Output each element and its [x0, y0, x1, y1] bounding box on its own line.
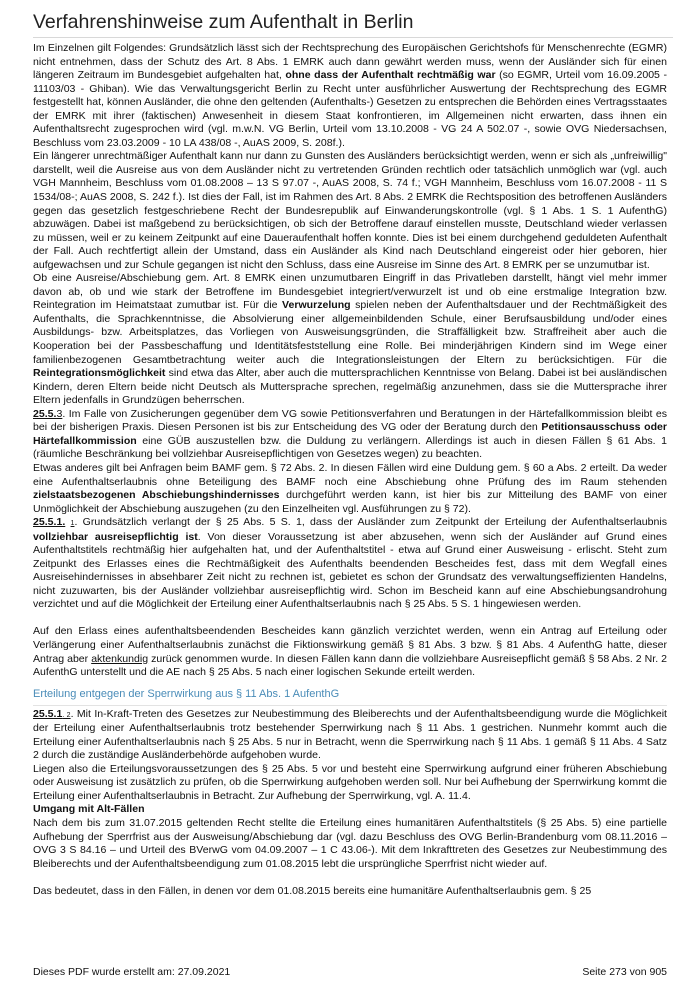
section-number: 25.5.1. — [33, 516, 66, 529]
paragraph-alt-faelle: Nach dem bis zum 31.07.2015 geltenden Recht stellte die Erteilung eines humanitären Aufenthaltstitels (§ 25 Abs. 5) eine partielle Aufhebung der Sperrfrist aus der Ausweisung/Abschiebung dar (vgl. dazu Beschluss des OVG Berlin-Brandenburg vom 08.11.2016 – OVG 3 S 84.16 – und Urteil des BVerwG vom 04.09.2007 – 1 C 43.06-). Mit dem Inkrafttreten des Gesetzes zur Neubestimmung des Bleiberechts und der Aufenthaltsbeendigung zum 01.08.2015 lebt die ursprüngliche Sperrfrist nicht wieder auf. — [33, 817, 667, 870]
footer-created-date: Dieses PDF wurde erstellt am: 27.09.2021 — [33, 966, 231, 978]
subheading-sperrwirkung: Erteilung entgegen der Sperrwirkung aus § 11 Abs. 1 AufenthG — [33, 682, 667, 706]
section-number-suffix: 3 — [56, 407, 63, 420]
paragraph-25-5-1-2: 25.5.1. 2. Mit In-Kraft-Treten des Gesetzes zur Neubestimmung des Bleiberechts und der Aufenthaltsbeendigung wurde die Möglichkeit der Erteilung einer Aufenthaltserlaubnis trotz bestehender Sperrwirkung nach § 11 Abs. 1 gestrichen. Nunmehr kommt auch die Erteilung einer Aufenthaltserlaubnis nach § 25 Abs. 5 nur in Betracht, wenn die Sperrwirkung nach § 11 Abs. 1 gemäß § 11 Abs. 4 Satz 2 durch die zuständige Ausländerbehörde aufgehoben wurde. — [33, 707, 667, 762]
paragraph-bamf: Etwas anderes gilt bei Anfragen beim BAMF gem. § 72 Abs. 2. In diesen Fällen wird eine Duldung gem. § 60 a Abs. 2 erteilt. Da weder eine Aufenthaltserlaubnis ohne Beteiligung des BAMF noch eine Abschiebung ohne Prüfung des im Raum stehenden zielstaatsbezogenen Abschiebungshindernisses durchgeführt werden kann, ist hier bis zur Mitteilung des BAMF von einer Unmöglichkeit der Abschiebung auszugehen (zu den Einzelheiten vgl. Ausführungen zu § 72). — [33, 461, 667, 515]
paragraph-3: Ob eine Ausreise/Abschiebung gem. Art. 8 EMRK einen unzumutbaren Eingriff in das Privatleben darstellt, hängt viel mehr immer davon ab, ob und wie stark der Betroffene im Bundesgebiet integriert/verwurzelt ist und ob eine erstmalige Integration bzw. Reintegration im Heimatstaat zumutbar ist. Für die Verwurzelung spielen neben der Aufenthaltsdauer und der Rechtmäßigkeit des Aufenthalts, die Sprachkenntnisse, die Absolvierung einer allgemeinbildenden Schule, einer Berufsausbildung und/oder eines Ausbildungs- bzw. Arbeitsplatzes, das Vorliegen von Ausweisungsgründen, die Straffälligkeit bzw. Straffreiheit aber auch die Kooperation bei der Passbeschaffung und Identitätsfeststellung eine Rolle. Bei minderjährigen Kindern sind im Wege einer familienbezogenen Gesamtbetrachtung weiter auch die Integrationsleistungen der Eltern zu berücksichtigen. Für die Reintegrationsmöglichkeit sind etwa das Alter, aber auch die muttersprachlichen Kenntnisse von Belang. Dabei ist bei ausländischen Kindern, deren Eltern beide nicht Deutsch als Muttersprache sprechen, regelmäßig anzunehmen, dass sie die Muttersprache ihrer Eltern jedenfalls in Grundzügen beherrschen. — [33, 272, 667, 407]
page-footer — [33, 966, 667, 979]
paragraph-25-5-3: 25.5.3. Im Falle von Zusicherungen gegenüber dem VG sowie Petitionsverfahren und Beratungen in der Härtefallkommission bleibt es bei der bisherigen Praxis. Diesen Personen ist bis zur Entscheidung des VG oder der Beratung durch den Petitionsausschuss oder Härtefallkommission eine GÜB auszustellen bzw. die Duldung zu verlängern. Allerdings ist auch in diesen Fällen § 61 Abs. 1 (räumliche Beschränkung bei vollziehbar Ausreisepflichtigen von Gesetzes wegen) zu beachten. — [33, 407, 667, 461]
section-number: 25.5.1 — [33, 707, 63, 720]
section-number-suffix: 1 — [70, 520, 75, 528]
document-body — [33, 42, 667, 898]
paragraph-25-5-1-1: 25.5.1. 1. Grundsätzlich verlangt der § 25 Abs. 5 S. 1, dass der Ausländer zum Zeitpunkt der Erteilung der Aufenthaltserlaubnis vollziehbar ausreisepflichtig ist. Von dieser Voraussetzung ist aber abzusehen, wenn sich der Ausländer auf Grund eines Aufenthaltstitels rechtmäßig hier aufgehalten hat, und der Aufenthaltstitel - etwa auf Grund einer Ausweisung - erlischt. Steht zum Zeitpunkt des Erlasses eines die Rechtmäßigkeit des Aufenthalts beendenden Bescheides fest, dass mit dem Wegfall eines Ausreisehindernisses in absehbarer Zeit nicht zu rechnen ist, gebietet es schon der Grundsatz des verwaltungseffizienten Handelns, nicht zuzuwarten, bis der Ausländer vollziehbar ausreisepflichtig wird. Schon im Bescheid kann auf eine Abschiebungsandrohung verzichtet und auf die Möglichkeit der Erteilung einer Aufenthaltserlaubnis nach § 25 Abs. 5 S. 1 hingewiesen werden. — [33, 516, 668, 611]
paragraph-1: Im Einzelnen gilt Folgendes: Grundsätzlich lässt sich der Rechtsprechung des Europäischen Gerichtshofs für Menschenrechte (EGMR) nicht entnehmen, dass der Schutz des Art. 8 Abs. 1 EMRK auch dann gewährt werden muss, wenn der Ausländer sich für einen längeren Zeitraum im Bundesgebiet aufgehalten hat, ohne dass der Aufenthalt rechtmäßig war (so EGMR, Urteil vom 16.09.2005 - 11103/03 - Ghiban). Wie das Verwaltungsgericht Berlin zu Recht unter ausführlicher Auswertung der Rechtsprechung des EGMR festgestellt hat, können Ausländer, die ohne den geltenden (Aufenthalts-) Gesetzen zu entsprechen die Behörden eines Vertragsstaates der EMRK mit ihrer (faktischen) Anwesenheit in diesem Staat konfrontieren, im Allgemeinen nicht erwarten, dass ihnen ein Aufenthaltsrecht zugesprochen wird (vgl. m.w.N. VG Berlin, Urteil vom 13.10.2008 - VG 24 A 502.07 -, sowie OVG Niedersachsen, Beschluss vom 23.03.2009 - 10 LA 438/08 -, AuAS 2009, S. 208f.). — [33, 42, 667, 149]
paragraph-aufhebung: Liegen also die Erteilungsvoraussetzungen des § 25 Abs. 5 vor und besteht eine Sperrwirkung aufgrund einer früheren Abschiebung oder Ausweisung ist zusätzlich zu prüfen, ob die Sperrwirkung aufgehoben werden soll. Nur bei Aufhebung der Sperrwirkung kommt die Erteilung einer Aufenthaltserlaubnis in Betracht. Zur Aufhebung der Sperrwirkung, vgl. A. 11.4. — [33, 762, 667, 802]
paragraph-2: Ein längerer unrechtmäßiger Aufenthalt kann nur dann zu Gunsten des Ausländers berücksichtigt werden, wenn er sich als „unfreiwillig" darstellt, weil die Ausreise aus von dem Ausländer nicht zu vertretenden Gründen rechtlich oder tatsächlich unmöglich war (vgl. auch VGH Mannheim, Beschluss vom 01.08.2008 – 13 S 97.07 -, AuAS 2008, S. 74 f.; VGH Mannheim, Beschluss vom 16.07.2008 - 11 S 1534/08-; AuAS 2008, S. 242 f.). Ist dies der Fall, ist im Rahmen des Art. 8 Abs. 2 EMRK die Rechtsposition des betroffenen Ausländers gegen das gesetzlich festgeschriebene Recht der Bundesrepublik auf Einwanderungskontrolle (vgl. § 1 Abs. 1 S. 1 AufenthG) abzuwägen. Dabei ist maßgebend zu berücksichtigen, ob sich der Betroffene darauf einstellen musste, Deutschland wieder verlassen zu müssen, weil er zu keinem Zeitpunkt auf eine Daueraufenthalt hoffen konnte. Dies ist bei einem durchgehend geduldeten Aufenthalt der Fall. Auch rechtfertigt allein der Umstand, dass ein Ausländer als Kind nach Deutschland eingereist oder hier geboren, hier aufgewachsen und zur Schule gegangen ist nicht den Schluss, dass eine Ausreise im Sinne des Art. 8 EMRK per se unzumutbar ist. — [33, 150, 667, 271]
paragraph-fiktion: Auf den Erlass eines aufenthaltsbeendenden Bescheides kann gänzlich verzichtet werden, wenn ein Antrag auf Erteilung oder Verlängerung einer Aufenthaltserlaubnis zunächst die Fiktionswirkung gemäß § 81 Abs. 3 bzw. § 81 Abs. 4 AufenthG hatte, dieser Antrag aber aktenkundig zurück genommen wurde. In diesen Fällen kann dann die vollziehbare Ausreisepflicht gemäß § 58 Abs. 2 Nr. 2 AufenthG unterstellt und die AE nach § 25 Abs. 5 nach einer logischen Sekunde erteilt werden. — [33, 625, 667, 679]
section-number: 25.5. — [33, 407, 57, 420]
footer-page-number: Seite 273 von 905 — [582, 966, 667, 978]
paragraph-bedeutung: Das bedeutet, dass in den Fällen, in denen vor dem 01.08.2015 bereits eine humanitäre Aufenthaltserlaubnis gem. § 25 — [33, 884, 592, 897]
page-title: Verfahrenshinweise zum Aufenthalt in Berlin — [33, 9, 673, 38]
heading-alt-faelle: Umgang mit Alt-Fällen — [33, 803, 145, 816]
section-number-suffix: . 2 — [62, 711, 71, 719]
